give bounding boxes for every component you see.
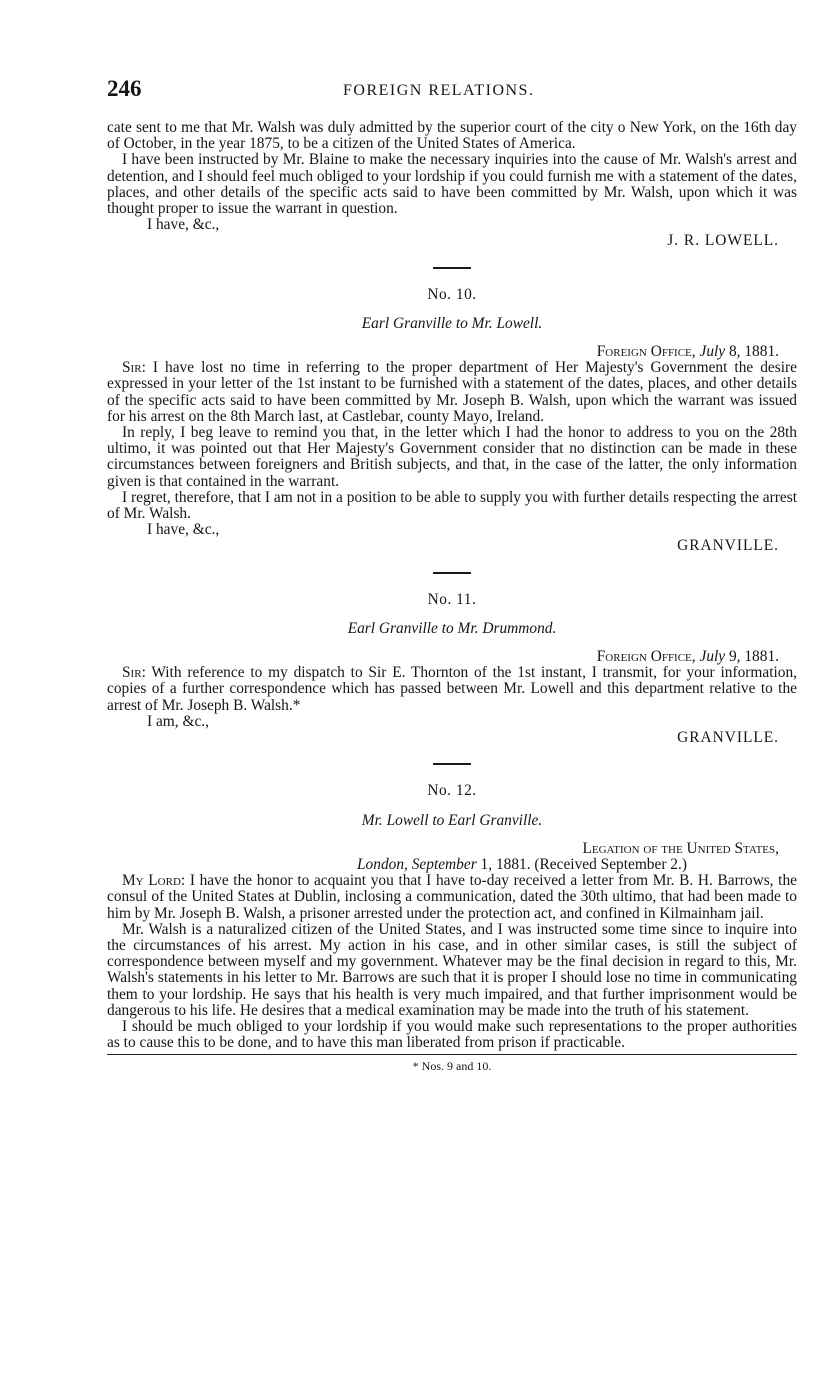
closing: I have, &c., (147, 521, 220, 539)
salutation: Sir (122, 664, 142, 682)
dateline-date: 1, 1881. (Received September 2.) (476, 855, 687, 873)
salutation: Sir (122, 359, 142, 377)
document-heading: Earl Granville to Mr. Drummond. (347, 619, 557, 637)
document-number: No. 12. (427, 782, 477, 800)
page-header (107, 76, 796, 106)
continuation-paragraph: cate sent to me that Mr. Walsh was duly admitted by the superior court of the city o New York, on the 16th day of October, in the year 1875, to be a citizen of the United States of America. (107, 119, 797, 153)
footnote-divider (107, 1054, 797, 1055)
paragraph-text: : I have lost no time in referring to the proper department of Her Majesty's Government the desire expressed in your letter of the 1st instant to be furnished with a statement of the dates, places, and other details of the specific acts said to have been committed by Mr. Joseph B. Walsh, upon which the warrant was issued for his arrest on the 8th March last, at Castlebar, county Mayo, Ireland. (107, 359, 797, 425)
dateline-month: July (699, 648, 726, 666)
signature: GRANVILLE. (677, 729, 779, 747)
dateline-place: Foreign Office, (596, 648, 696, 666)
section-divider (433, 572, 471, 574)
letter-paragraph (107, 665, 797, 714)
letter-paragraph: Mr. Walsh is a naturalized citizen of the United States, and I was instructed some time since to inquire into the circumstances of his arrest. My action in his case, and in other similar cases, is still the subject of correspondence between myself and my government. Whatever may be the final decision in regard to this, Mr. Walsh's statements in his letter to Mr. Barrows are such that it is proper I should lose no time in communicating them to your lordship. He says that his health is very much impaired, and that further imprisonment would be dangerous to his life. He desires that a medical examination may be made into the truth of his statement. (107, 920, 797, 1019)
dateline (107, 857, 797, 873)
document-number: No. 11. (427, 590, 477, 608)
salutation: My Lord (122, 872, 181, 890)
continuation-paragraph: I have been instructed by Mr. Blaine to make the necessary inquiries into the cause of Mr. Walsh's arrest and detention, and I should feel much obliged to your lordship if you could furnish me with a statement of the dates, places, and other details of the specific acts said to have been committed by Mr. Walsh, upon which it was thought proper to issue the warrant in question. (107, 151, 797, 218)
page-body (107, 120, 797, 1075)
document-heading: Earl Granville to Mr. Lowell. (361, 314, 543, 332)
dateline-city-month: London, September (357, 855, 477, 873)
running-title: FOREIGN RELATIONS. (343, 82, 535, 99)
paragraph-text: : With reference to my dispatch to Sir E. Thornton of the 1st instant, I transmit, for your information, copies of a further correspondence which has passed between Mr. Lowell and this department relative to the arrest of Mr. Joseph B. Walsh.* (107, 664, 797, 714)
document-number: No. 10. (427, 285, 477, 303)
dateline (107, 649, 797, 665)
letter-paragraph (107, 873, 797, 922)
dateline-place: Legation of the United States, (582, 839, 779, 857)
section-divider (433, 763, 471, 765)
letter-paragraph: In reply, I beg leave to remind you that, in the letter which I had the honor to address to you on the 28th ultimo, it was pointed out that Her Majesty's Government consider that no distinction can be made in these circumstances between foreigners and British subjects, and that, in the case of the latter, the only information given is that contained in the warrant. (107, 424, 797, 490)
section-divider (433, 267, 471, 269)
signature: J. R. LOWELL. (667, 232, 779, 250)
dateline (107, 344, 797, 360)
dateline-place: Foreign Office, (596, 343, 696, 361)
dateline-date: 8, 1881. (725, 343, 779, 361)
letter-paragraph: I should be much obliged to your lordship if you would make such representations to the proper authorities as to cause this to be done, and to have this man liberated from prison if practicable. (107, 1017, 797, 1052)
closing: I am, &c., (147, 712, 209, 730)
page-number: 246 (107, 76, 142, 101)
dateline-date: 9, 1881. (725, 648, 779, 666)
dateline-place-line (107, 841, 797, 857)
dateline-month: July (699, 343, 726, 361)
letter-paragraph: I regret, therefore, that I am not in a position to be able to supply you with further details respecting the arrest of Mr. Walsh. (107, 488, 797, 523)
footnote: * Nos. 9 and 10. (412, 1059, 492, 1074)
letter-paragraph (107, 360, 797, 425)
signature: GRANVILLE. (677, 537, 779, 555)
closing: I have, &c., (147, 216, 220, 234)
document-heading: Mr. Lowell to Earl Granville. (361, 811, 543, 829)
paragraph-text: : I have the honor to acquaint you that I have to-day received a letter from Mr. B. H. Barrows, the consul of the United States at Dublin, inclosing a communication, dated the 30th ultimo, that had been made to him by Mr. Joseph B. Walsh, a prisoner arrested under the protection act, and confined in Kilmainham jail. (107, 872, 797, 922)
